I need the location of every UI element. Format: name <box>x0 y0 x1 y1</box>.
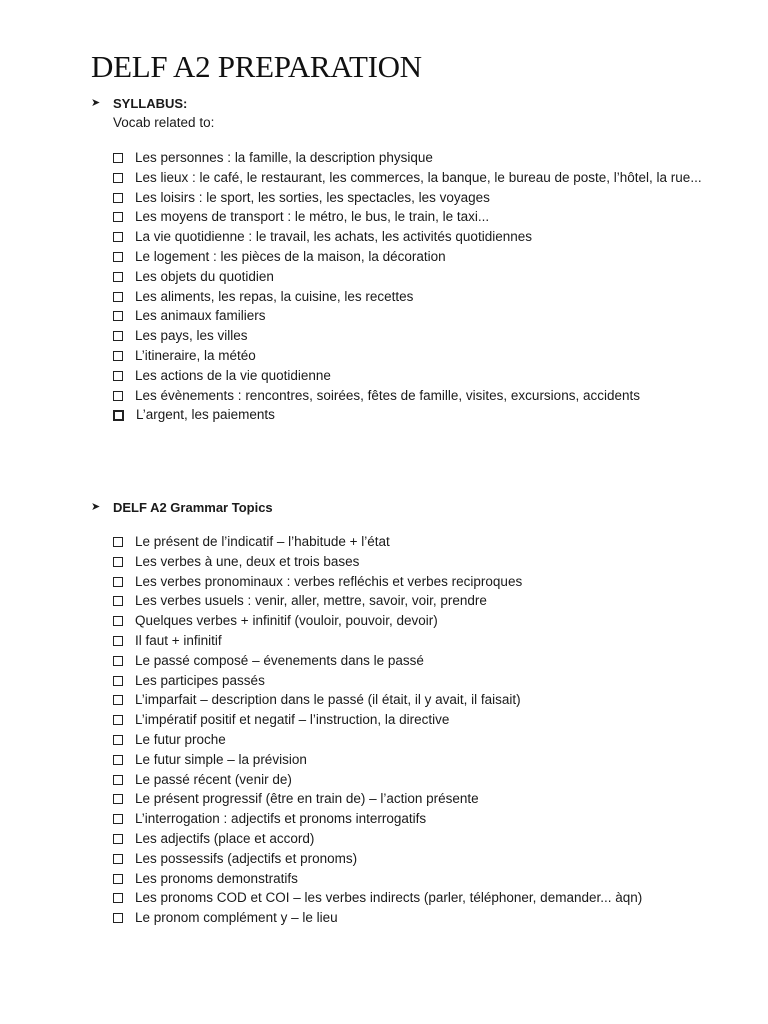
checklist-item-label: Il faut + infinitif <box>135 632 222 648</box>
checkbox-icon[interactable] <box>113 735 123 745</box>
checklist-item-label: L’imparfait – description dans le passé (il était, il y avait, il faisait) <box>135 692 521 708</box>
checkbox-icon[interactable] <box>113 272 123 282</box>
checklist-item <box>113 789 713 809</box>
checkbox-icon[interactable] <box>113 814 123 824</box>
checkbox-icon[interactable] <box>113 656 123 666</box>
checklist-item-label: Le passé composé – évenements dans le passé <box>135 652 424 668</box>
checklist-item-label: Les participes passés <box>135 672 265 688</box>
checklist-item <box>113 267 713 287</box>
checklist-item-label: Les aliments, les repas, la cuisine, les recettes <box>135 288 414 304</box>
checkbox-icon[interactable] <box>113 193 123 203</box>
checkbox-icon[interactable] <box>113 331 123 341</box>
checklist-item-label: Les évènements : rencontres, soirées, fêtes de famille, visites, excursions, accidents <box>135 387 640 403</box>
syllabus-heading-text: SYLLABUS: <box>113 95 188 111</box>
checklist-item-label: Les verbes usuels : venir, aller, mettre, savoir, voir, prendre <box>135 593 487 609</box>
checkbox-icon[interactable] <box>113 834 123 844</box>
checkbox-icon[interactable] <box>113 252 123 262</box>
checkbox-icon[interactable] <box>113 371 123 381</box>
checklist-item <box>113 651 713 671</box>
checklist-item-label: Les animaux familiers <box>135 308 266 324</box>
checklist-item <box>113 829 713 849</box>
checklist-item <box>113 690 713 710</box>
checklist-item <box>113 710 713 730</box>
checklist-item <box>113 908 713 928</box>
checklist-item <box>113 572 713 592</box>
checkbox-icon[interactable] <box>113 676 123 686</box>
checklist-item-label: Les actions de la vie quotidienne <box>135 367 331 383</box>
checkbox-icon[interactable] <box>113 913 123 923</box>
checkbox-icon[interactable] <box>113 292 123 302</box>
grammar-heading <box>91 497 273 517</box>
checklist-item-label: Les objets du quotidien <box>135 268 274 284</box>
checkbox-icon[interactable] <box>113 755 123 765</box>
checkbox-icon[interactable] <box>113 537 123 547</box>
checklist-item <box>113 631 713 651</box>
checklist-item <box>113 611 713 631</box>
checkbox-icon[interactable] <box>113 557 123 567</box>
checklist-item <box>113 770 713 790</box>
checklist-item <box>113 405 713 425</box>
checklist-item-label: Les pays, les villes <box>135 328 248 344</box>
checklist-item <box>113 869 713 889</box>
checklist-item-label: Les personnes : la famille, la description physique <box>135 150 433 165</box>
checklist-item-label: Le futur proche <box>135 731 226 747</box>
checklist-item-label: Les loisirs : le sport, les sorties, les spectacles, les voyages <box>135 189 490 205</box>
checklist-item <box>113 287 713 307</box>
checklist-item <box>113 326 713 346</box>
checkbox-icon[interactable] <box>113 232 123 242</box>
checklist-item-label: L’interrogation : adjectifs et pronoms interrogatifs <box>135 811 427 827</box>
checklist-item-label: Les pronoms demonstratifs <box>135 870 298 886</box>
arrow-bullet-icon: ➤ <box>91 501 101 513</box>
checklist-item-label: Le futur simple – la prévision <box>135 751 307 767</box>
checklist-item-label: L’impératif positif et negatif – l’instruction, la directive <box>135 712 450 728</box>
checklist-item-label: Les moyens de transport : le métro, le bus, le train, le taxi... <box>135 209 490 225</box>
checklist-item <box>113 750 713 770</box>
checklist-item <box>113 188 713 208</box>
checkbox-icon[interactable] <box>113 153 123 163</box>
checklist-item-label: L’itineraire, la météo <box>135 347 256 363</box>
checkbox-icon[interactable] <box>113 212 123 222</box>
checklist-item <box>113 730 713 750</box>
syllabus-checklist <box>113 148 713 425</box>
checklist-item-label: Le logement : les pièces de la maison, la décoration <box>135 248 446 264</box>
grammar-heading-text: DELF A2 Grammar Topics <box>113 499 273 515</box>
checklist-item <box>113 346 713 366</box>
checklist-item-label: Les verbes à une, deux et trois bases <box>135 553 360 569</box>
checklist-item <box>113 168 713 188</box>
checklist-item <box>113 386 713 406</box>
checkbox-icon[interactable] <box>113 893 123 903</box>
syllabus-heading <box>91 93 187 113</box>
checklist-item <box>113 366 713 386</box>
checkbox-icon[interactable] <box>113 715 123 725</box>
checklist-item <box>113 671 713 691</box>
checkbox-icon[interactable] <box>113 775 123 785</box>
checkbox-icon[interactable] <box>113 695 123 705</box>
checkbox-icon[interactable] <box>113 616 123 626</box>
checkbox-icon[interactable] <box>113 311 123 321</box>
checklist-item <box>113 227 713 247</box>
checklist-item-label: Le présent de l’indicatif – l’habitude + l’état <box>135 534 390 549</box>
checklist-item-label: Les lieux : le café, le restaurant, les commerces, la banque, le bureau de poste, l’hôtel, la rue... <box>135 169 702 185</box>
checklist-item <box>113 888 713 908</box>
checklist-item-label: Le passé récent (venir de) <box>135 771 292 787</box>
checklist-item-label: Les pronoms COD et COI – les verbes indirects (parler, téléphoner, demander... àqn) <box>135 890 643 906</box>
checklist-item-label: La vie quotidienne : le travail, les achats, les activités quotidiennes <box>135 229 532 245</box>
checklist-item-label: Les possessifs (adjectifs et pronoms) <box>135 850 358 866</box>
checklist-item-label: Le pronom complément y – le lieu <box>135 910 338 926</box>
checklist-item <box>113 849 713 869</box>
checklist-item <box>113 306 713 326</box>
checkbox-icon[interactable] <box>113 577 123 587</box>
checkbox-icon[interactable] <box>113 596 123 606</box>
checklist-item-label: Le présent progressif (être en train de) – l’action présente <box>135 791 479 807</box>
checklist-item <box>113 552 713 572</box>
checklist-item <box>113 591 713 611</box>
checklist-item-label: L’argent, les paiements <box>136 407 275 423</box>
checkbox-icon[interactable] <box>113 351 123 361</box>
checkbox-icon[interactable] <box>113 173 123 183</box>
checklist-item-label: Les adjectifs (place et accord) <box>135 830 315 846</box>
checkbox-icon[interactable] <box>113 854 123 864</box>
syllabus-subheading: Vocab related to: <box>113 115 215 130</box>
checklist-item-label: Les verbes pronominaux : verbes refléchis et verbes reciproques <box>135 573 523 589</box>
checkbox-icon[interactable] <box>113 410 124 421</box>
checklist-item <box>113 148 713 168</box>
checkbox-icon[interactable] <box>113 874 123 884</box>
checklist-item <box>113 247 713 267</box>
checklist-item <box>113 809 713 829</box>
arrow-bullet-icon: ➤ <box>91 97 101 109</box>
checklist-item-label: Quelques verbes + infinitif (vouloir, pouvoir, devoir) <box>135 613 438 629</box>
checkbox-icon[interactable] <box>113 391 123 401</box>
page-title: DELF A2 PREPARATION <box>91 49 422 84</box>
checklist-item <box>113 207 713 227</box>
checkbox-icon[interactable] <box>113 636 123 646</box>
grammar-checklist <box>113 532 713 928</box>
checkbox-icon[interactable] <box>113 794 123 804</box>
checklist-item <box>113 532 713 552</box>
